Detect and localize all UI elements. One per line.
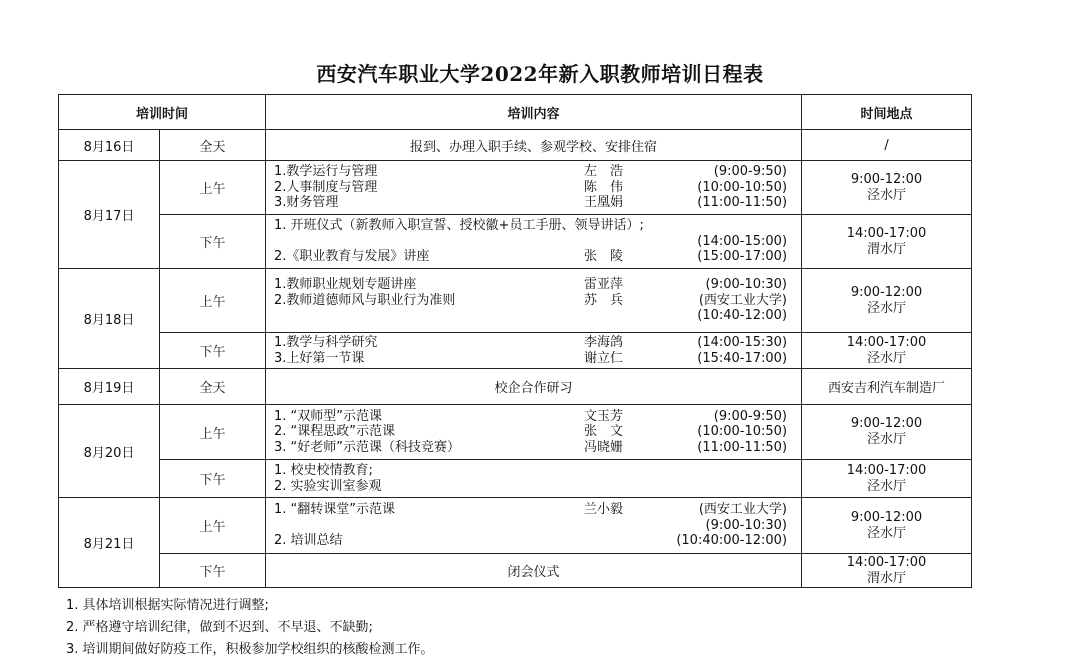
session-line: 2.教师道德师风与职业行为准则 苏 兵 (西安工业大学) [274,292,788,308]
session-line: 2. 培训总结 (10:40:00-12:00) [274,533,788,549]
table-row [59,215,972,269]
slot-cell: 下午 [160,215,266,269]
content-cell [266,269,802,333]
slot-cell: 上午 [160,405,266,460]
table-row [59,130,972,161]
session-line: 2. 实验实训室参观 [274,478,382,494]
header-content: 培训内容 [266,95,802,130]
note-item: 3. 培训期间做好防疫工作，积极参加学校组织的核酸检测工作。 [66,642,434,657]
date-cell: 8月19日 [59,369,160,405]
session-line: 1.教师职业规划专题讲座 雷亚萍 (9:00-10:30) [274,277,788,293]
slot-cell: 上午 [160,498,266,554]
session-line: 1.教学运行与管理 左 浩 (9:00-9:50) [274,164,788,180]
content-cell [266,215,802,269]
content-cell [266,333,802,369]
session-line: 2. “课程思政”示范课 张 文 (10:00-10:50) [274,424,788,440]
content-cell [266,405,802,460]
content-cell [266,498,802,554]
header-row [59,95,972,130]
session-line: 3. “好老师”示范课（科技竞赛） 冯晓姗 (11:00-11:50) [274,439,788,455]
date-cell: 8月18日 [59,269,160,369]
content-cell: 闭会仪式 [266,554,802,588]
session-line: 3.上好第一节课 谢立仁 (15:40-17:00) [274,350,788,366]
notes [66,595,434,661]
header-time: 培训时间 [59,95,266,130]
session-line: 1. “翻转课堂”示范课 兰小毅 (西安工业大学) [274,502,788,518]
session-line: (14:00-15:00) [697,233,788,249]
session-line: 1. 开班仪式（新教师入职宣誓、授校徽+员工手册、领导讲话）; [274,218,644,234]
place-cell: 14:00-17:00 渭水厅 [802,215,972,269]
session-line: 1. 校史校情教育; [274,463,373,478]
date-cell: 8月17日 [59,161,160,269]
session-line: 2.人事制度与管理 陈 伟 (10:00-10:50) [274,179,788,195]
slot-cell: 下午 [160,460,266,498]
place-cell: 西安吉利汽车制造厂 [802,369,972,405]
place-cell: 9:00-12:00 泾水厅 [802,498,972,554]
content-cell: 校企合作研习 [266,369,802,405]
place-cell: 9:00-12:00 泾水厅 [802,269,972,333]
place-cell: 9:00-12:00 泾水厅 [802,161,972,215]
table-row [59,369,972,405]
table-row [59,333,972,369]
table-row [59,554,972,588]
slot-cell: 下午 [160,554,266,588]
slot-cell: 全天 [160,369,266,405]
session-line: 1.教学与科学研究 李海鸽 (14:00-15:30) [274,335,788,350]
place-cell: / [802,130,972,161]
schedule-table [58,94,972,588]
slot-cell: 下午 [160,333,266,369]
header-place: 时间地点 [802,95,972,130]
note-item: 1. 具体培训根据实际情况进行调整; [66,598,269,613]
table-row [59,460,972,498]
content-cell: 报到、办理入职手续、参观学校、安排住宿 [266,130,802,161]
table-row [59,498,972,554]
note-item: 2. 严格遵守培训纪律，做到不迟到、不早退、不缺勤; [66,620,373,635]
content-cell [266,460,802,498]
date-cell: 8月16日 [59,130,160,161]
slot-cell: 上午 [160,269,266,333]
session-line: (9:00-10:30) [705,517,788,533]
place-cell: 14:00-17:00 泾水厅 [802,460,972,498]
table-row [59,269,972,333]
session-line: 1. “双师型”示范课 文玉芳 (9:00-9:50) [274,408,788,424]
session-line: 2.《职业教育与发展》讲座 张 陵 (15:00-17:00) [274,249,788,265]
slot-cell: 上午 [160,161,266,215]
content-cell [266,161,802,215]
table-row [59,405,972,460]
table-row [59,161,972,215]
page-title: 西安汽车职业大学2022年新入职教师培训日程表 [316,62,764,86]
date-cell: 8月21日 [59,498,160,588]
place-cell: 14:00-17:00 渭水厅 [802,554,972,588]
place-cell: 9:00-12:00 泾水厅 [802,405,972,460]
slot-cell: 全天 [160,130,266,161]
place-cell: 14:00-17:00 泾水厅 [802,333,972,369]
session-line: 3.财务管理 王凰娟 (11:00-11:50) [274,195,788,211]
session-line: (10:40-12:00) [697,308,788,324]
date-cell: 8月20日 [59,405,160,498]
